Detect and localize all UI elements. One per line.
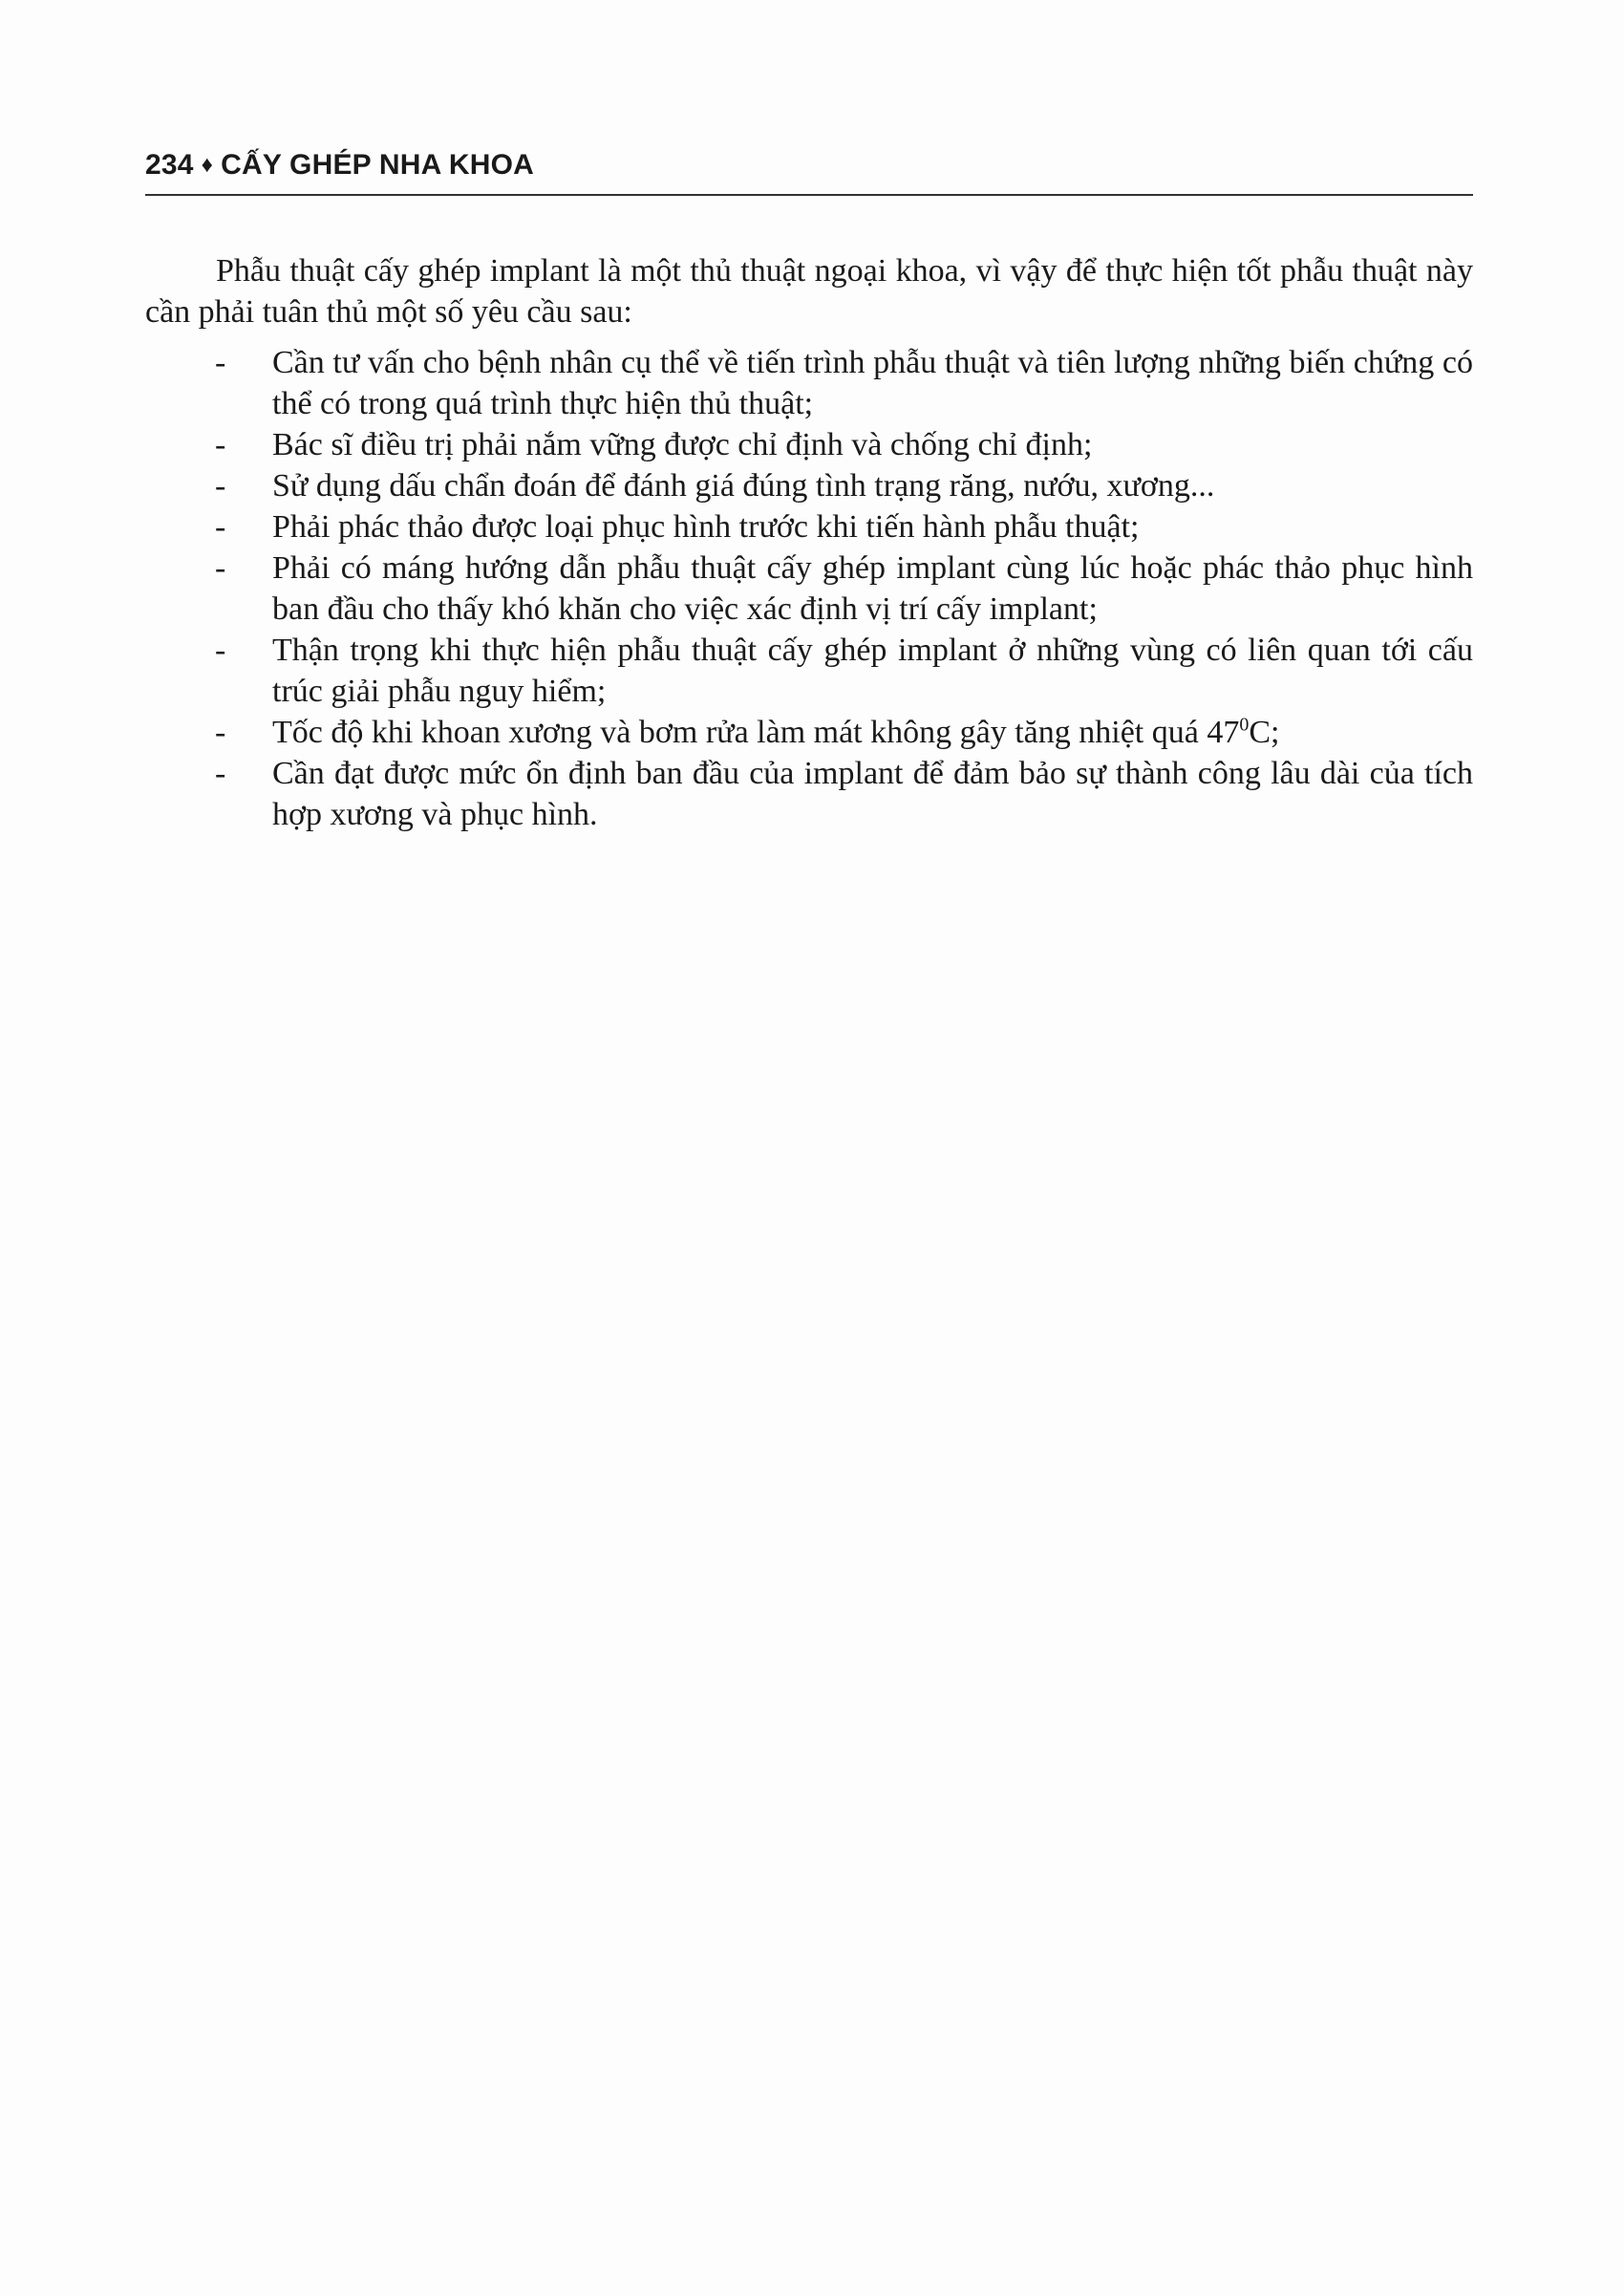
page-number: 234: [145, 149, 194, 181]
list-item: [145, 424, 1473, 465]
bullet-dash: -: [215, 509, 226, 545]
list-item-text: Cần đạt được mức ổn định ban đầu của implant để đảm bảo sự thành công lâu dài của tích hợp xương và phục hình.: [272, 756, 1473, 832]
list-item-text-after: C;: [1249, 715, 1280, 750]
requirements-list: [145, 342, 1473, 835]
header-divider: [145, 194, 1473, 196]
temperature-superscript: 0: [1239, 714, 1250, 736]
chapter-title: CẤY GHÉP NHA KHOA: [221, 149, 535, 181]
list-item: [145, 547, 1473, 630]
list-item-text-before: Tốc độ khi khoan xương và bơm rửa làm mát không gây tăng nhiệt quá 47: [272, 715, 1240, 750]
intro-paragraph: Phẫu thuật cấy ghép implant là một thủ thuật ngoại khoa, vì vậy để thực hiện tốt phẫu thuật này cần phải tuân thủ một số yêu cầu sau:: [145, 253, 1473, 330]
list-item: [145, 630, 1473, 712]
list-item: [145, 712, 1473, 753]
diamond-icon: ♦: [201, 152, 214, 178]
bullet-dash: -: [215, 715, 226, 750]
list-item-text: Phải có máng hướng dẫn phẫu thuật cấy ghép implant cùng lúc hoặc phác thảo phục hình ban đầu cho thấy khó khăn cho việc xác định vị trí cấy implant;: [272, 550, 1473, 627]
list-item-text: Bác sĩ điều trị phải nắm vững được chỉ định và chống chỉ định;: [272, 427, 1093, 462]
bullet-dash: -: [215, 550, 226, 586]
bullet-dash: -: [215, 756, 226, 791]
bullet-dash: -: [215, 345, 226, 380]
list-item: [145, 342, 1473, 424]
bullet-dash: -: [215, 427, 226, 462]
list-item-text: Phải phác thảo được loại phục hình trước khi tiến hành phẫu thuật;: [272, 509, 1140, 545]
list-item: [145, 506, 1473, 547]
list-item-text: Thận trọng khi thực hiện phẫu thuật cấy ghép implant ở những vùng có liên quan tới cấu trúc giải phẫu nguy hiểm;: [272, 633, 1473, 709]
list-item-text: Sử dụng dấu chẩn đoán để đánh giá đúng tình trạng răng, nướu, xương...: [272, 468, 1215, 504]
list-item: [145, 753, 1473, 835]
body-text: [145, 250, 1473, 835]
bullet-dash: -: [215, 468, 226, 504]
bullet-dash: -: [215, 633, 226, 668]
list-item-text: Cần tư vấn cho bệnh nhân cụ thể về tiến trình phẫu thuật và tiên lượng những biến chứng có thể có trong quá trình thực hiện thủ thuật;: [272, 345, 1473, 421]
list-item: [145, 465, 1473, 506]
running-header: [145, 149, 1473, 182]
